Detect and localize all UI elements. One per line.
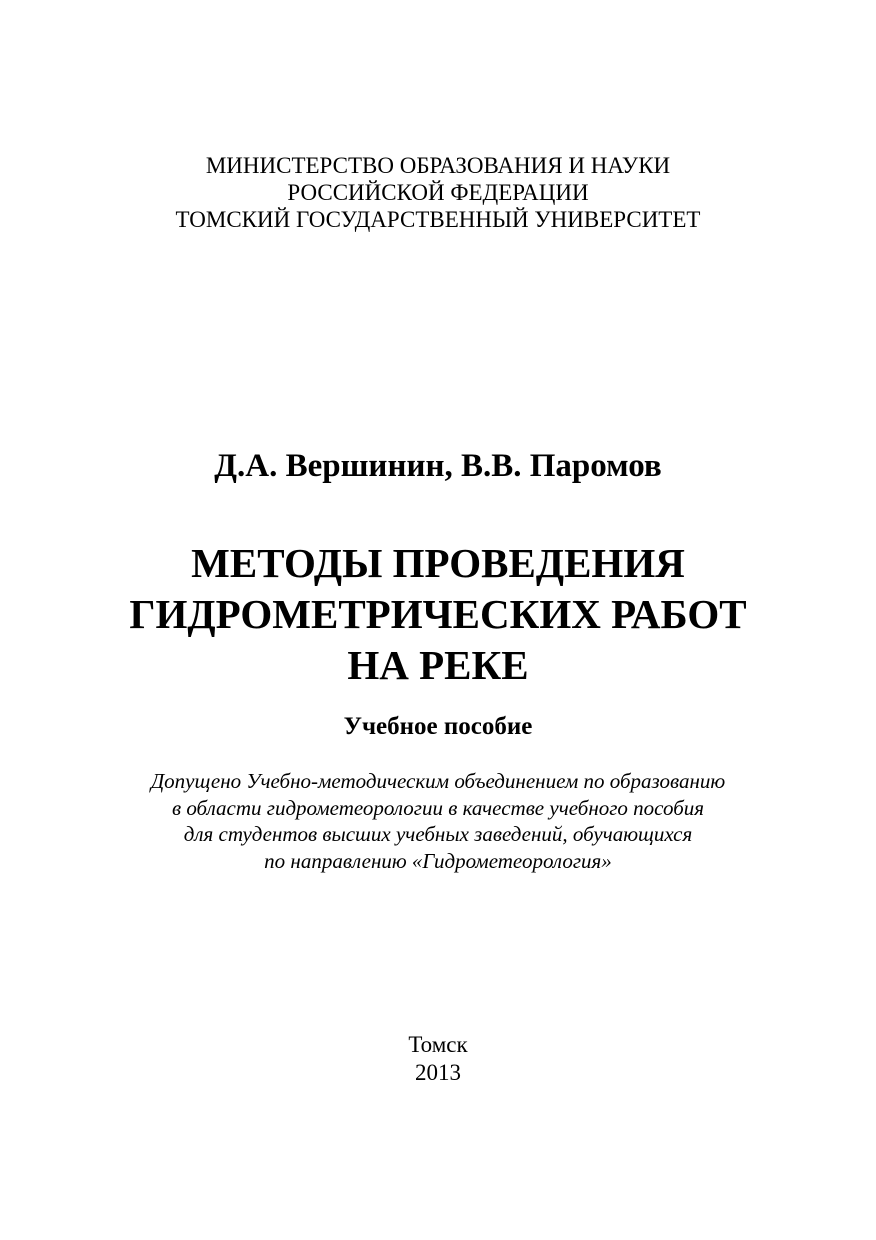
imprint-year: 2013 — [415, 1060, 461, 1085]
institution-line-university: ТОМСКИЙ ГОСУДАРСТВЕННЫЙ УНИВЕРСИТЕТ — [175, 207, 701, 232]
imprint — [0, 1031, 876, 1087]
book-title — [0, 538, 876, 691]
approval-line-1: Допущено Учебно-методическим объединением по образованию — [150, 769, 726, 793]
book-title-line-2: ГИДРОМЕТРИЧЕСКИХ РАБОТ — [129, 591, 747, 637]
imprint-city: Томск — [408, 1032, 468, 1057]
approval-line-3: для студентов высших учебных заведений, обучающихся — [183, 822, 693, 846]
institution-line-federation: РОССИЙСКОЙ ФЕДЕРАЦИИ — [287, 180, 589, 205]
book-title-line-3: НА РЕКЕ — [347, 642, 529, 688]
authors: Д.А. Вершинин, В.В. Паромов — [214, 448, 662, 484]
approval-line-4: по направлению «Гидрометеорология» — [264, 848, 612, 873]
book-title-line-1: МЕТОДЫ ПРОВЕДЕНИЯ — [191, 540, 685, 586]
institution-header — [0, 152, 876, 233]
approval-statement — [0, 768, 876, 874]
document-type: Учебное пособие — [343, 713, 533, 740]
institution-line-ministry: МИНИСТЕРСТВО ОБРАЗОВАНИЯ И НАУКИ — [205, 153, 671, 178]
approval-line-2: в области гидрометеорологии в качестве учебного пособия — [171, 795, 705, 820]
